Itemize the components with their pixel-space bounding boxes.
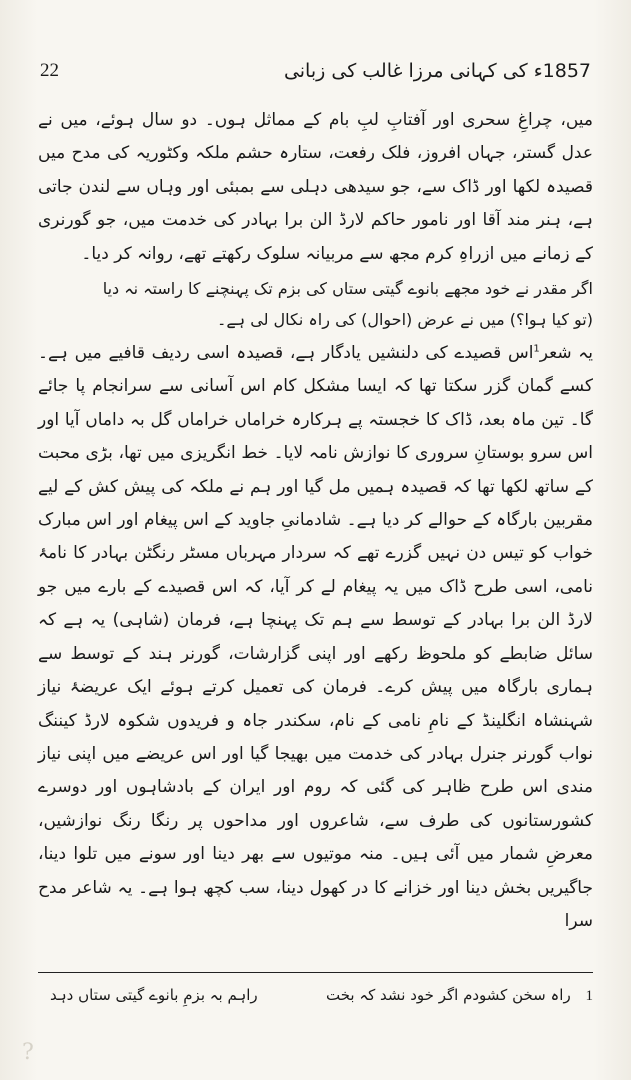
footnote-second-hemistich: راہم بہ بزمِ بانوے گیتی ستاں دہد <box>50 986 258 1004</box>
paragraph-1: میں، چراغِ سحری اور آفتابِ لبِ بام کے مماثل ہوں۔ دو سال ہوئے، میں نے عدل گستر، جہاں افروز، فلک رفعت، ستارہ حشم ملکہ وکٹوریہ کی مدح میں قصیدہ لکھا اور ڈاک سے، جو سیدھی دہلی سے بمبئی اور وہاں سے لندن جاتی ہے، ہنر مند آقا اور نامور حاکم لارڈ الن برا بہادر کی خدمت میں، جو گورنری کے زمانے میں ازراہِ کرم مجھ سے مربیانہ سلوک رکھتے تھے، روانہ کر دیا۔ <box>38 110 593 264</box>
page-number: 22 <box>40 60 59 81</box>
verse-translation <box>38 273 593 335</box>
footnote <box>50 982 593 1009</box>
page-smudge-mark: ? <box>22 1040 34 1065</box>
footnote-mark: 1 <box>585 988 593 1004</box>
paragraph-2 <box>38 337 593 938</box>
page-header <box>40 56 591 90</box>
footnote-reference: 1 <box>533 343 540 355</box>
footnote-first-hemistich: راہ سخن کشودم اگر خود نشد کہ بخت <box>326 986 571 1004</box>
verse-line-1: اگر مقدر نے خود مجھے بانوے گیتی ستاں کی بزم تک پہنچنے کا راستہ نہ دیا <box>102 279 593 299</box>
footnote-divider <box>38 972 593 973</box>
running-title: 1857ء کی کہانی مرزا غالب کی زبانی <box>283 60 591 82</box>
body-text <box>38 104 593 938</box>
paragraph-2-rest: اس قصیدے کی دلنشیں یادگار ہے، قصیدہ اسی ردیف قافیے میں ہے۔ کسے گمان گزر سکتا تھا کہ ایسا مشکل کام اس آسانی سے سرانجام پا جائے گا۔ تین ماہ بعد، ڈاک کا خجستہ پے ہرکارہ خراماں خراماں گل بہ داماں آیا اور اس سرو بوستانِ سروری کا نوازش نامہ لایا۔ خط انگریزی میں تھا، بڑی محبت کے ساتھ لکھا تھا کہ قصیدہ ہمیں مل گیا اور ہم نے ملکہ کی پیش کش کے لیے مقربین بارگاہ کے حوالے کر دیا ہے۔ شادمانیِ جاوید کے اس پیغام اور اس مبارک خواب کو تیس دن نہیں گزرے تھے کہ سردار مہرباں مسٹر رنگٹن بہادر کا نامۂ نامی، اسی طرح ڈاک میں یہ پیغام لے کر آیا، کہ اس قصیدے کے بارے میں جو لارڈ الن برا بہادر کے توسط سے ہم تک پہنچا ہے، فرمان (شاہی) یہ ہے کہ سائل ضابطے کو ملحوظ رکھے اور اپنی گزارشات، گورنر ہند کے توسط سے ہماری بارگاہ میں پیش کرے۔ فرمان کی تعمیل کرتے ہوئے ایک عریضۂ نیاز شہنشاہ انگلینڈ کے نامِ نامی کے نام، سکندر جاہ و فریدوں شکوہ لارڈ کیننگ نواب گورنر جنرل بہادر کی خدمت میں بھیجا گیا اور اس عریضے میں اپنی نیاز مندی اس طرح ظاہر کی گئی کہ روم اور ایران کے بادشاہوں اور دوسرے کشورستانوں کی طرف سے، شاعروں اور مداحوں پر رنگا رنگ نوازشیں، معرضِ شمار میں آئی ہیں۔ منہ موتیوں سے بھر دینا اور سونے میں تلوا دینا، جاگیریں بخش دینا اور خزانے کا در کھول دینا، سب کچھ ہوا ہے۔ یہ شاعر مدح سرا <box>38 343 593 931</box>
paragraph-2-start: یہ شعر <box>539 343 594 364</box>
footnote-first-hemistich-wrap <box>326 982 593 1009</box>
verse-line-2: (تو کیا ہوا؟) میں نے عرض (احوال) کی راہ نکال لی ہے۔ <box>217 310 593 330</box>
